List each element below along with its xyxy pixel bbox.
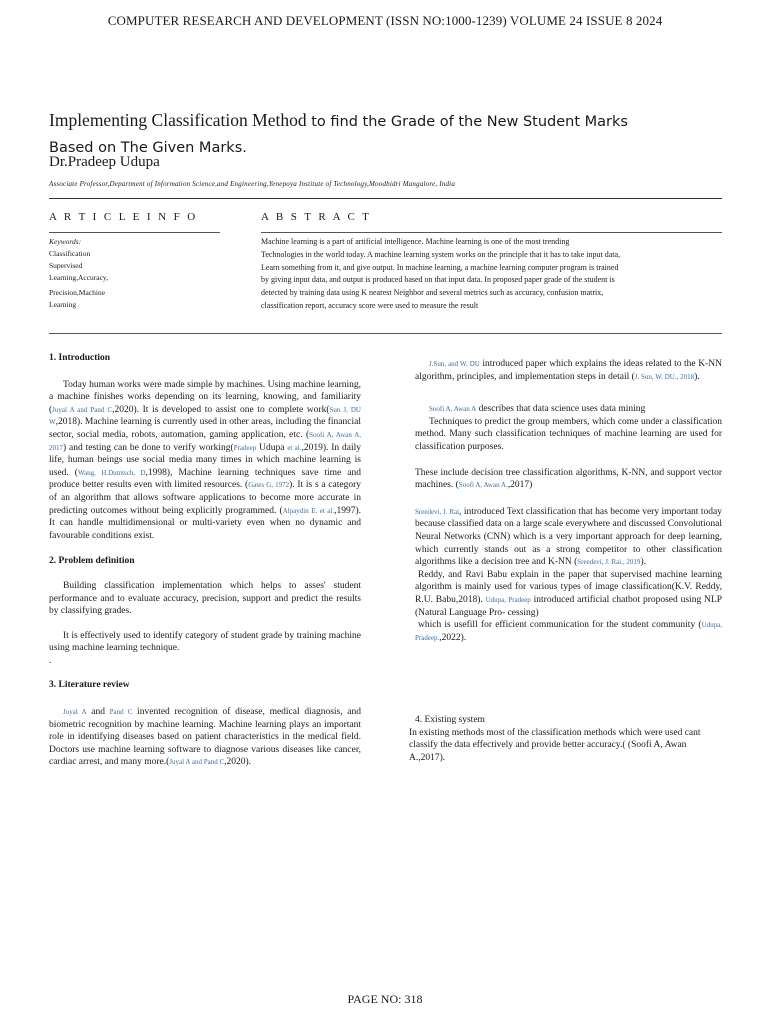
literature-paragraph: Techniques to predict the group members, which come under a classification method. Many such classification techniques of machine learning are used for classification purposes. bbox=[415, 416, 722, 452]
literature-paragraph: Sreedevi, J. Rai, introduced Text classification that has become very important today because classified data on a large scale everywhere and discussed Convolutional Neural Networks (CNN) which is a very important approach for deep learning, which currently stands out as a strong competitor to other classification algorithms like a decision tree and K-NN (Sreedevi, J. Rai., 2019). bbox=[415, 506, 722, 568]
citation-link[interactable]: Pand C bbox=[109, 708, 133, 717]
citation-link[interactable]: Juyal A and Pand C bbox=[52, 405, 113, 414]
section-heading: 3. Literature review bbox=[49, 680, 130, 691]
keyword-item: Learning,Accuracy, bbox=[49, 273, 109, 282]
info-rule bbox=[49, 232, 220, 233]
citation-link[interactable]: Udupa, Pradeep. bbox=[415, 621, 722, 642]
keyword-item: Classification bbox=[49, 249, 91, 258]
keyword-item: Precision,Machine bbox=[49, 288, 106, 297]
literature-paragraph: which is usefill for efficient communication for the student community (Udupa, Pradeep.,2022). bbox=[415, 620, 722, 643]
article-info-heading: A R T I C L E I N F O bbox=[49, 211, 198, 223]
title-part1: Implementing Classification Method bbox=[49, 110, 307, 130]
affiliation: Associate Professor,Department of Information Science,and Engineering,Yenepoya Institute of Technology,Moodbidri Mangalore, India bbox=[49, 180, 456, 188]
left-column bbox=[49, 352, 361, 769]
journal-header: COMPUTER RESEARCH AND DEVELOPMENT (ISSN NO:1000-1239) VOLUME 24 ISSUE 8 2024 bbox=[107, 13, 663, 28]
abstract-line: detected by training data using K nearest Neighbor and several metrics such as accuracy, confusion matrix, bbox=[261, 288, 604, 298]
citation-link[interactable]: Soofi A, Awan A. bbox=[458, 481, 508, 490]
literature-paragraph: Juyal A and Pand C invented recognition of disease, medical diagnosis, and biometric recognition by machine learning. Machine learning plays an important role in identifying diseases based on patient characteristics in the medical field. Doctors use machine learning software to diagnose various diseases like cancer, cardiac arrest, and many more.(Juyal A and Pand C,2020). bbox=[49, 707, 362, 768]
section-heading: 2. Problem definition bbox=[49, 556, 135, 567]
abstract-line: classification report, accuracy score were used to measure the result bbox=[261, 300, 479, 310]
abstract-line: Technologies in the world today. A machine learning system works on the principle that it has to take input data, bbox=[261, 249, 621, 259]
citation-link[interactable]: Sreedevi, J. Rai., 2019 bbox=[577, 558, 641, 567]
section-heading: 1. Introduction bbox=[49, 353, 111, 363]
author-name: Dr.Pradeep Udupa bbox=[49, 154, 160, 170]
title-line2: Based on The Given Marks. bbox=[49, 140, 247, 156]
literature-paragraph: These include decision tree classification algorithms, K-NN, and support vector machines. (Soofi A, Awan A.,2017) bbox=[415, 467, 722, 491]
citation-link[interactable]: Soofi A, Awan A, 2017 bbox=[49, 430, 362, 452]
citation-link[interactable]: J. Sun, W. DU., 2018 bbox=[634, 372, 695, 381]
literature-paragraph: J.Sun, and W. DU introduced paper which explains the ideas related to the K-NN algorithm, principles, and implementation steps in detail (J. Sun, W. DU., 2018). bbox=[415, 359, 722, 382]
top-rule bbox=[49, 198, 722, 199]
keyword-item: Learning bbox=[49, 300, 77, 309]
citation-link[interactable]: Alpaydin E. et al. bbox=[282, 506, 335, 515]
page-number: PAGE NO: 318 bbox=[347, 992, 423, 1006]
right-column bbox=[415, 358, 722, 644]
citation-link[interactable]: Soofi A, Awan A bbox=[429, 405, 477, 414]
abstract-text bbox=[261, 236, 722, 313]
title-part2: to find the Grade of the New Student Marks bbox=[306, 114, 628, 130]
citation-link[interactable]: Wang, H.Dumtsch, D bbox=[77, 468, 146, 477]
section-heading: 4. Existing system bbox=[415, 715, 485, 725]
citation-link[interactable]: Udupa, Pradeep bbox=[485, 595, 531, 604]
intro-paragraph: Today human works were made simple by machines. Using machine learning, a machine finishes works depending on its learning, knowing, and familiarity (Juyal A and Pand C,2020). It is developed to assist one to complete work(Sun J, DU W,2018). Machine learning is currently used in other areas, including the financial sector, social media, robots, automation, gaming application, etc. (Soofi A, Awan A, 2017) and testing can be done to verify working(Pradeep Udupa et al.,2019). In daily life, human beings use social media many times in which machine learning is used. (Wang, H.Dumtsch, D,1998), Machine learning techniques save time and produce better results even with limited resources. (Gates G, 1972). It is s a category of an algorithm that allows software applications to become more accurate in predicting outcomes without being explicitly programmed. (Alpaydin E. et al.,1997). It can handle multidimensional or multi-variety even when no dynamic and favourable conditions exist. bbox=[49, 379, 362, 541]
abstract-rule bbox=[261, 232, 722, 233]
citation-link[interactable]: Juyal A and Pand C bbox=[169, 758, 225, 767]
abstract-line: by giving input data, and output is produced based on that input data. In proposed paper grade of the student is bbox=[261, 275, 615, 285]
abstract-heading: A B S T R A C T bbox=[261, 211, 372, 223]
citation-link[interactable]: J.Sun, and W. DU bbox=[429, 360, 480, 368]
existing-system-section bbox=[409, 714, 722, 764]
literature-paragraph: Reddy, and Ravi Babu explain in the paper that supervised machine learning algorithm is mainly used for various types of image classification(K.V. Reddy, R.U. Babu,2018). Udupa, Pradeep introduced artificial chatbot proposed using NLP (Natural Language Pro- cessing) bbox=[415, 569, 722, 618]
citation-link[interactable]: Pradeep bbox=[233, 443, 257, 452]
citation-link[interactable]: et al. bbox=[287, 443, 302, 452]
stray-dot: . bbox=[49, 655, 52, 666]
citation-link[interactable]: Juyal A bbox=[63, 708, 87, 717]
problem-paragraph: Building classification implementation which helps to asses' student performance and to evaluate accuracy, precision, support and predict the results by classifying grades. bbox=[49, 580, 361, 617]
citation-link[interactable]: Gates G, 1972 bbox=[248, 481, 290, 490]
paper-title bbox=[49, 108, 739, 160]
citation-link[interactable]: Sreedevi, J. Rai bbox=[415, 507, 460, 516]
citation-link[interactable]: Sun J, DU W bbox=[49, 405, 361, 427]
problem-paragraph: It is effectively used to identify category of student grade by training machine using machine learning technique. bbox=[49, 630, 361, 654]
keywords-block bbox=[49, 236, 219, 311]
abstract-line: Learn something from it, and give output. In machine learning, a machine learning computer program is trained bbox=[261, 262, 619, 272]
abstract-line: Machine learning is a part of artificial intelligence. Machine learning is one of the most trending bbox=[261, 237, 570, 246]
existing-system-paragraph: In existing methods most of the classification methods which were used cant classify the data effectively and provide better accuracy.( (Soofi A, Awan A.,2017). bbox=[409, 727, 701, 763]
keywords-label: Keywords: bbox=[49, 237, 82, 246]
literature-paragraph: Soofi A, Awan A describes that data science uses data mining bbox=[429, 404, 646, 415]
bottom-rule bbox=[49, 333, 722, 334]
keyword-item: Supervised bbox=[49, 261, 83, 270]
